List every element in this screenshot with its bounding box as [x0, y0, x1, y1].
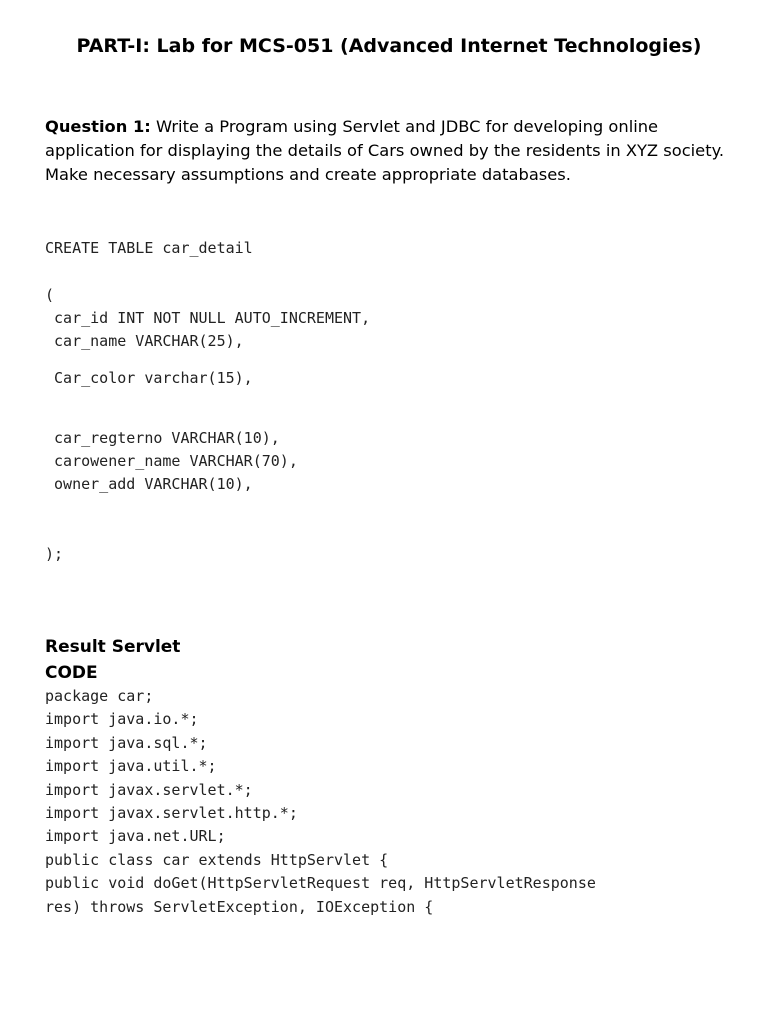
code-line: package car;	[45, 687, 154, 705]
code-line: import java.net.URL;	[45, 827, 226, 846]
code-heading: CODE	[45, 663, 98, 683]
sql-open-paren: (	[45, 286, 55, 304]
code-line: res) throws ServletException, IOException {	[45, 897, 434, 916]
code-line: import java.util.*;	[45, 757, 217, 776]
code-line: import javax.servlet.http.*;	[45, 804, 298, 822]
code-line: import java.io.*;	[45, 710, 199, 729]
question-paragraph	[45, 115, 735, 187]
sql-close-line: );	[45, 545, 64, 563]
document-title: PART-I: Lab for MCS-051 (Advanced Internet Technologies)	[76, 35, 702, 57]
sql-create-line: CREATE TABLE car_detail	[45, 239, 253, 257]
sql-column-line: car_regterno VARCHAR(10),	[45, 429, 280, 447]
code-line: import java.sql.*;	[45, 733, 208, 752]
sql-column-line: car_id INT NOT NULL AUTO_INCREMENT,	[45, 309, 371, 327]
sql-column-line: car_name VARCHAR(25),	[45, 332, 244, 350]
code-line: public class car extends HttpServlet {	[45, 850, 389, 869]
question-text: Write a Program using Servlet and JDBC for developing online application for displaying the details of Cars owned by the residents in XYZ society. Make necessary assumptions and create appropriate databases.	[45, 117, 725, 184]
result-servlet-heading: Result Servlet	[45, 637, 181, 657]
question-label: Question 1:	[45, 117, 151, 136]
code-line: public void doGet(HttpServletRequest req, HttpServletResponse	[45, 874, 596, 893]
sql-column-line: Car_color varchar(15),	[45, 369, 253, 387]
sql-column-line: owner_add VARCHAR(10),	[45, 475, 253, 493]
code-line: import javax.servlet.*;	[45, 780, 253, 799]
sql-column-line: carowener_name VARCHAR(70),	[45, 452, 298, 470]
